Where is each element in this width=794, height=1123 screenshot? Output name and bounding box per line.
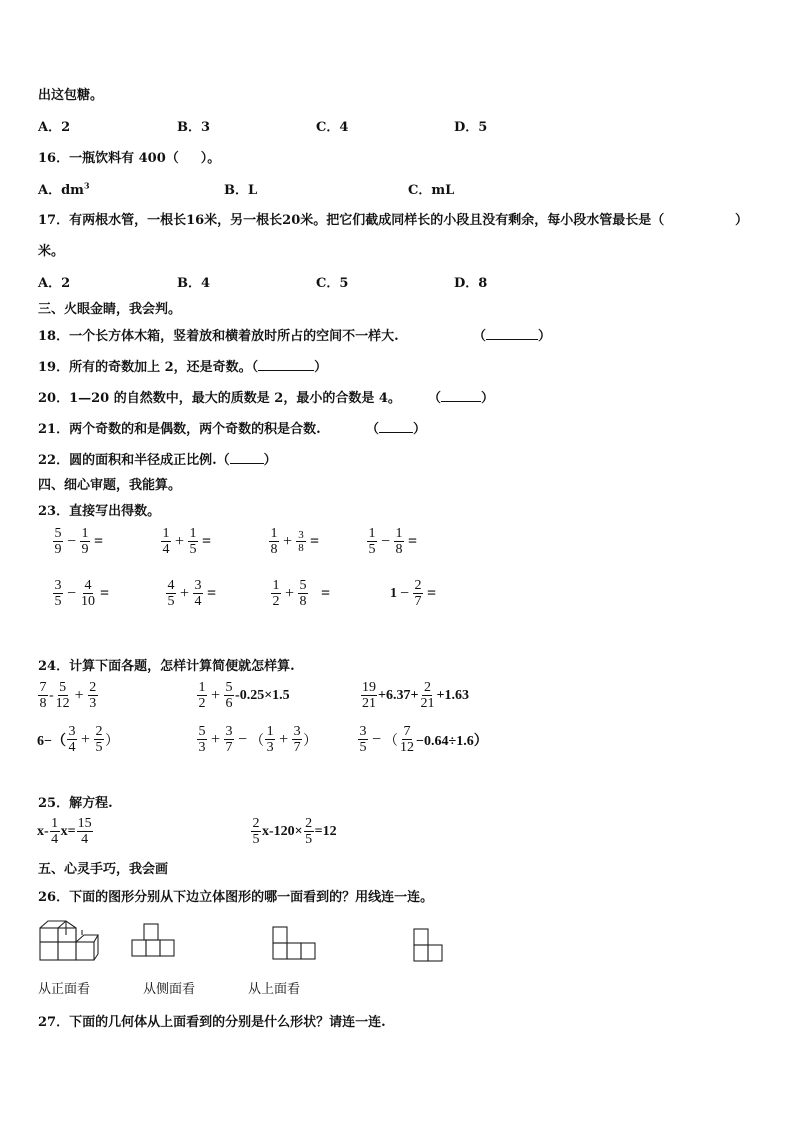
q18-text: 18．一个长方体木箱，竖着放和横着放时所占的空间不一样大. [38, 329, 399, 344]
operator: − [67, 532, 77, 550]
equals-sign: = [408, 532, 418, 550]
q23-item-1 [52, 526, 106, 557]
fraction: $\frac{1}{5}$ [368, 526, 376, 557]
fraction: $\frac{1}{9}$ [81, 526, 89, 557]
q24-expr2: $\frac{1}{2}$ + $\frac{5}{6}$ -0.25×1.5 [198, 680, 290, 711]
operator: − [67, 584, 77, 602]
equals-sign: = [310, 532, 320, 550]
q16-option-b: B．L [224, 183, 258, 198]
q15-option-d: D．5 [454, 120, 488, 135]
q26-solid-figure [38, 918, 102, 962]
q24-expr5: $\frac{5}{3}$ + $\frac{3}{7}$ − （ $\frac{1}{3}$ + $\frac{3}{7}$ ） [198, 724, 318, 755]
q21-text: 21．两个奇数的和是偶数，两个奇数的积是合数. [38, 422, 321, 437]
fraction: $\frac{3}{5}$ [54, 578, 62, 609]
q17-option-a: A．2 [38, 276, 71, 291]
q16-question [38, 147, 220, 166]
q17-option-b: B．4 [177, 276, 211, 291]
q25-equation1: x- $\frac{1}{4}$ x= $\frac{15}{4}$ [37, 816, 92, 847]
q24-expr6: $\frac{3}{5}$ − （ $\frac{7}{12}$ −0.64÷1.6） [359, 724, 488, 755]
q23-item-7 [270, 578, 333, 609]
q23-item-5 [52, 578, 112, 609]
q22-text: 22．圆的面积和半径成正比例.（ ） [38, 453, 277, 468]
fraction: $\frac{1}{4}$ [162, 526, 170, 557]
q15-tail: 出这包糖。 [38, 88, 104, 103]
fraction: $\frac{5}{9}$ [54, 526, 62, 557]
fraction: $\frac{1}{8}$ [395, 526, 403, 557]
q15-option-a: A．2 [38, 120, 71, 135]
section3-heading: 三、火眼金睛，我会判。 [38, 302, 182, 317]
q23-item-4 [366, 526, 420, 557]
operator: + [285, 584, 295, 602]
equals-sign: = [207, 584, 217, 602]
q26-label-top: 从上面看 [248, 982, 301, 997]
q26-title: 26．下面的图形分别从下边立体图形的哪一面看到的？用线连一连。 [38, 890, 434, 905]
q26-label-side: 从侧面看 [143, 982, 196, 997]
equals-sign: = [321, 584, 331, 602]
q20-text: 20．1—20 的自然数中，最大的质数是 2，最小的合数是 4。 [38, 391, 401, 406]
q21-answer-blank[interactable]: （ ） [366, 422, 427, 437]
fraction: $\frac{1}{5}$ [189, 526, 197, 557]
q23-item-3 [268, 526, 322, 557]
fraction: $\frac{5}{8}$ [299, 578, 307, 609]
q27-title: 27．下面的几何体从上面看到的分别是什么形状？请连一连. [38, 1015, 386, 1030]
operator: + [175, 532, 185, 550]
q15-option-c: C．4 [316, 120, 349, 135]
equals-sign: = [427, 584, 437, 602]
q16-text-b: ）。 [200, 151, 221, 166]
fraction: $\frac{2}{7}$ [414, 578, 422, 609]
fraction: $\frac{4}{10}$ [81, 578, 96, 609]
q18-answer-blank[interactable]: （ ） [473, 329, 552, 344]
operator: + [283, 532, 293, 550]
fraction: $\frac{3}{4}$ [194, 578, 202, 609]
operator: − [381, 532, 391, 550]
q23-item-6 [165, 578, 219, 609]
q25-equation2: $\frac{2}{5}$ x-120× $\frac{2}{5}$ =12 [252, 816, 337, 847]
equals-sign: = [202, 532, 212, 550]
q16-text-a: 16．一瓶饮料有 400（ [38, 151, 179, 166]
q17-line2: 米。 [38, 244, 65, 259]
q23-item-8 [390, 578, 439, 609]
fraction: $\frac{1}{2}$ [272, 578, 280, 609]
q23-item-2 [160, 526, 214, 557]
q17-line1: 17．有两根水管，一根长16米，另一根长20米。把它们截成同样长的小段且没有剩余，每小段水管最长是（ [38, 213, 665, 228]
q19-answer-blank[interactable] [258, 359, 314, 371]
q25-title: 25．解方程. [38, 796, 113, 811]
operator: + [180, 584, 190, 602]
q16-sup: 3 [83, 180, 90, 191]
operator: − [400, 584, 410, 602]
fraction: $\frac{3}{8}$ [296, 529, 306, 554]
q19-text: 19．所有的奇数加上 2，还是奇数。（ ） [38, 360, 328, 375]
q26-view-shape-3 [412, 927, 452, 963]
q24-expr4: 6−（ $\frac{3}{4}$ + $\frac{2}{5}$ ） [37, 724, 120, 755]
section4-heading: 四、细心审题，我能算。 [38, 478, 182, 493]
q15-option-b: B．3 [177, 120, 211, 135]
q20-answer-blank[interactable]: （ ） [428, 391, 495, 406]
q26-view-shape-1 [130, 922, 180, 960]
q26-label-front: 从正面看 [38, 982, 91, 997]
q17-paren-close: ） [735, 213, 749, 228]
q17-option-d: D．8 [454, 276, 488, 291]
q24-expr3: $\frac{19}{21}$ +6.37+ $\frac{2}{21}$ +1.63 [362, 680, 469, 711]
fraction: $\frac{4}{5}$ [167, 578, 175, 609]
q24-title: 24．计算下面各题，怎样计算简便就怎样算. [38, 659, 295, 674]
q16-option-a: A．$dm^3$ [38, 180, 90, 198]
q26-view-shape-2 [271, 925, 321, 961]
q16-option-c: C．mL [408, 183, 455, 198]
fraction: $\frac{1}{8}$ [270, 526, 278, 557]
equals-sign: = [94, 532, 104, 550]
q24-expr1: $\frac{7}{8}$ - $\frac{5}{12}$ + $\frac{2}{3}$ [39, 680, 97, 711]
section5-heading: 五、心灵手巧，我会画 [38, 862, 169, 877]
q23-title: 23．直接写出得数。 [38, 504, 161, 519]
q17-option-c: C．5 [316, 276, 349, 291]
q22-answer-blank[interactable] [230, 452, 264, 464]
whole-number: 1 [390, 585, 397, 601]
equals-sign: = [100, 584, 110, 602]
